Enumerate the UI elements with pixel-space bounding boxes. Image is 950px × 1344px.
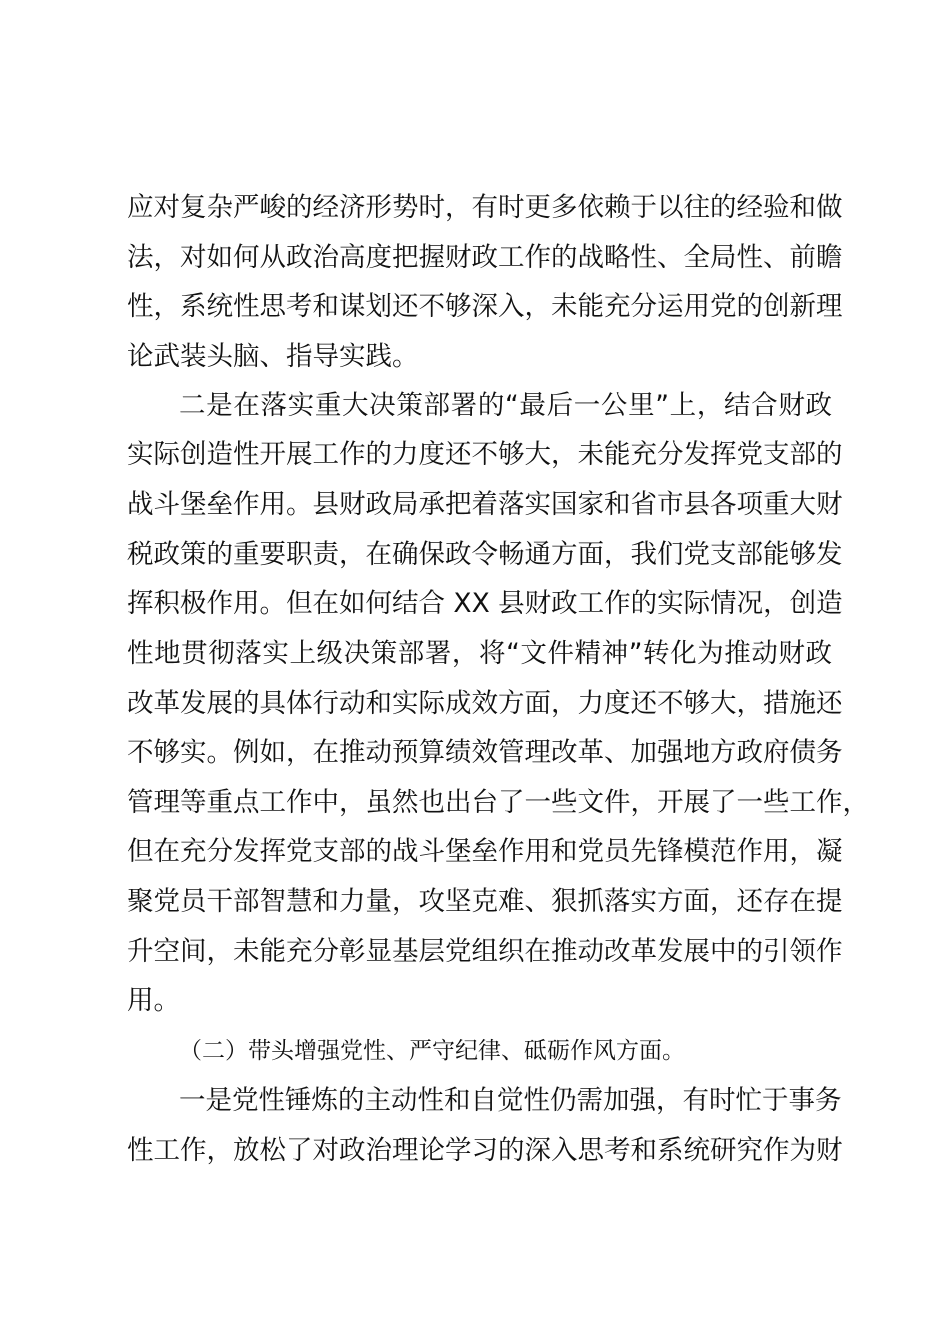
paragraph-line: 战斗堡垒作用。县财政局承把着落实国家和省市县各项重大财 [127, 489, 843, 520]
paragraph-line: 应对复杂严峻的经济形势时，有时更多依赖于以往的经验和做 [127, 192, 843, 223]
paragraph-line: 性地贯彻落实上级决策部署，将“文件精神”转化为推动财政 [127, 638, 832, 669]
paragraph-line: 税政策的重要职责，在确保政令畅通方面，我们党支部能够发 [127, 539, 843, 570]
section-heading: （二）带头增强党性、严守纪律、砥砺作风方面。 [179, 1038, 685, 1064]
paragraph-line: 不够实。例如，在推动预算绩效管理改革、加强地方政府债务 [127, 737, 843, 768]
paragraph-line: 一是党性锤炼的主动性和自觉性仍需加强，有时忙于事务 [179, 1085, 842, 1116]
paragraph-line: 管理等重点工作中，虽然也出台了一些文件，开展了一些工作， [127, 787, 869, 818]
paragraph-line: 挥积极作用。但在如何结合 XX 县财政工作的实际情况，创造 [127, 588, 843, 619]
paragraph-line: 实际创造性开展工作的力度还不够大，未能充分发挥党支部的 [127, 439, 843, 470]
paragraph-line: 论武装头脑、指导实践。 [127, 341, 419, 372]
paragraph-line: 二是在落实重大决策部署的“最后一公里”上，结合财政 [179, 390, 832, 421]
paragraph-line: 性，系统性思考和谋划还不够深入，未能充分运用党的创新理 [127, 291, 843, 322]
paragraph-line: 改革发展的具体行动和实际成效方面，力度还不够大，措施还 [127, 688, 843, 719]
paragraph-line: 但在充分发挥党支部的战斗堡垒作用和党员先锋模范作用，凝 [127, 836, 843, 867]
paragraph-line: 聚党员干部智慧和力量，攻坚克难、狠抓落实方面，还存在提 [127, 886, 843, 917]
paragraph-line: 法，对如何从政治高度把握财政工作的战略性、全局性、前瞻 [127, 242, 843, 273]
paragraph-line: 用。 [127, 985, 180, 1016]
paragraph-line: 性工作，放松了对政治理论学习的深入思考和系统研究作为财 [127, 1135, 843, 1166]
paragraph-line: 升空间，未能充分彰显基层党组织在推动改革发展中的引领作 [127, 936, 843, 967]
